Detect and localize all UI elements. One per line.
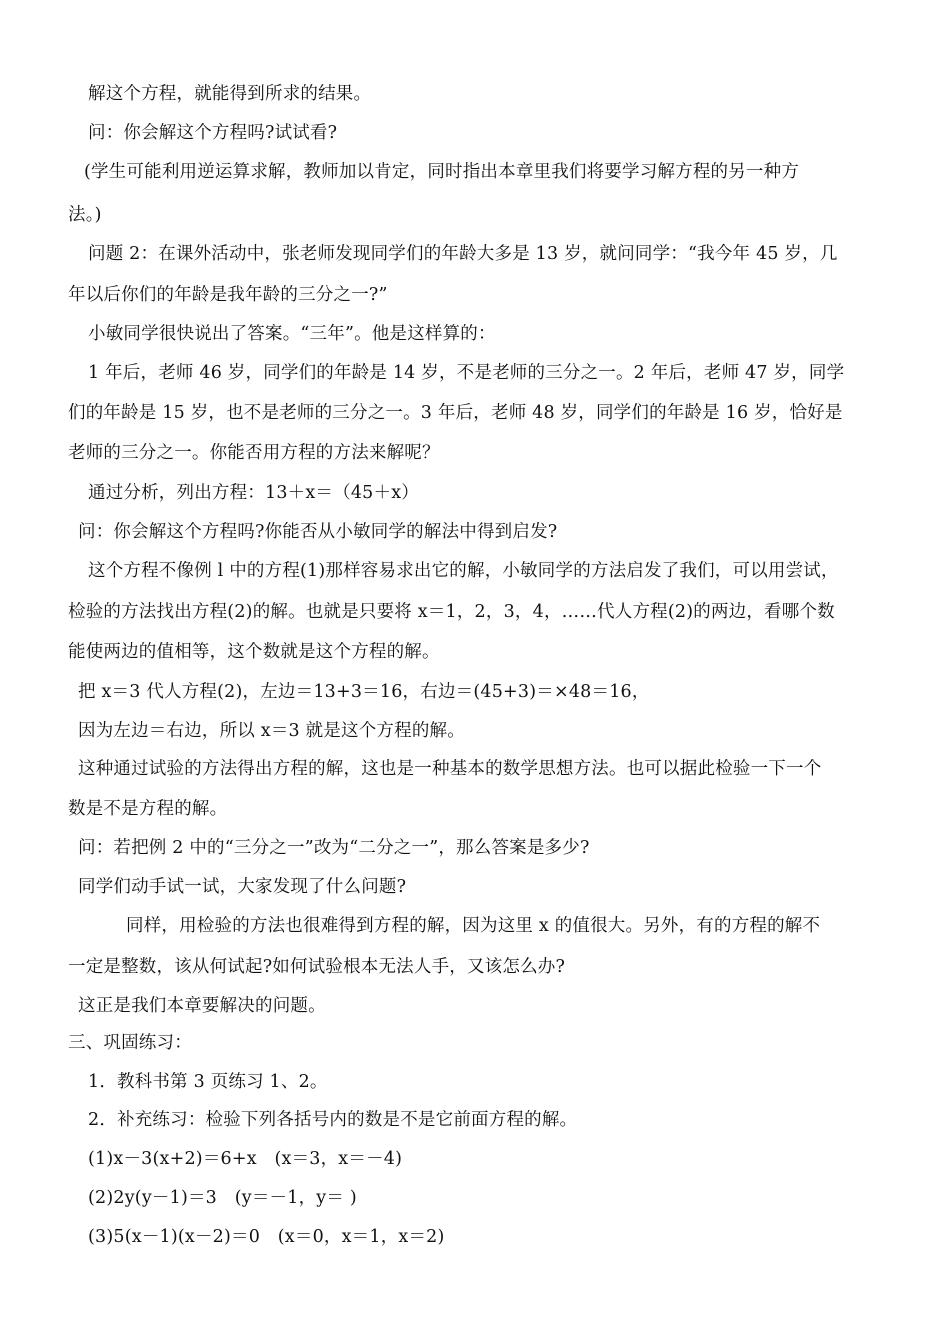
- text-line: 问：若把例 2 中的“三分之一”改为“二分之一”，那么答案是多少?: [78, 838, 590, 858]
- text-line: 检验的方法找出方程(2)的解。也就是只要将 x＝1，2，3，4，……代人方程(2)的两边，看哪个数: [68, 602, 835, 622]
- section-heading: 三、巩固练习：: [68, 1033, 192, 1053]
- equation-line: (1)x－3(x+2)＝6+x (x＝3，x＝－4): [88, 1149, 403, 1169]
- text-line: 这正是我们本章要解决的问题。: [78, 996, 326, 1016]
- text-line: 一定是整数，该从何试起?如何试验根本无法人手，又该怎么办?: [68, 957, 566, 977]
- equation-line: (3)5(x－1)(x－2)＝0 (x＝0，x＝1，x＝2): [88, 1227, 445, 1247]
- text-line: 数是不是方程的解。: [68, 799, 228, 819]
- text-line: 这个方程不像例 l 中的方程(1)那样容易求出它的解，小敏同学的方法启发了我们，可以用尝试，: [88, 561, 839, 581]
- text-line: 法。): [68, 205, 102, 225]
- text-line: 问：你会解这个方程吗?你能否从小敏同学的解法中得到启发?: [78, 522, 558, 542]
- text-line: 能使两边的值相等，这个数就是这个方程的解。: [68, 642, 440, 662]
- text-line: 问：你会解这个方程吗?试试看?: [88, 123, 338, 143]
- text-line: 老师的三分之一。你能否用方程的方法来解呢？: [68, 443, 440, 463]
- equation-line: (2)2y(y－1)＝3 (y＝－1，y＝ ): [88, 1188, 357, 1208]
- text-line: 把 x＝3 代人方程(2)，左边＝13+3＝16，右边＝(45+3)＝×48＝16，: [78, 682, 650, 702]
- text-line: 这种通过试验的方法得出方程的解，这也是一种基本的数学思想方法。也可以据此检验一下一个: [78, 759, 822, 779]
- text-line: 同样，用检验的方法也很难得到方程的解，因为这里 x 的值很大。另外，有的方程的解不: [126, 916, 821, 936]
- text-line: 通过分析，列出方程：13＋x＝（45＋x）: [88, 483, 419, 503]
- exercise-item: 2．补充练习：检验下列各括号内的数是不是它前面方程的解。: [88, 1110, 578, 1130]
- text-line: 小敏同学很快说出了答案。“三年”。他是这样算的：: [88, 324, 496, 344]
- exercise-item: 1．教科书第 3 页练习 1、2。: [88, 1072, 328, 1092]
- text-line: 年以后你们的年龄是我年龄的三分之一?”: [68, 285, 388, 305]
- text-line: 解这个方程，就能得到所求的结果。: [88, 84, 372, 104]
- text-line: (学生可能利用逆运算求解，教师加以肯定，同时指出本章里我们将要学习解方程的另一种方: [84, 162, 800, 182]
- text-line: 同学们动手试一试，大家发现了什么问题?: [78, 877, 407, 897]
- text-line: 们的年龄是 15 岁，也不是老师的三分之一。3 年后，老师 48 岁，同学们的年龄是 16 岁，恰好是: [68, 403, 843, 423]
- text-line: 1 年后，老师 46 岁，同学们的年龄是 14 岁，不是老师的三分之一。2 年后，老师 47 岁，同学: [88, 363, 845, 383]
- text-line: 问题 2：在课外活动中，张老师发现同学们的年龄大多是 13 岁，就问同学：“我今年 45 岁，几: [88, 244, 838, 264]
- text-line: 因为左边＝右边，所以 x＝3 就是这个方程的解。: [78, 721, 465, 741]
